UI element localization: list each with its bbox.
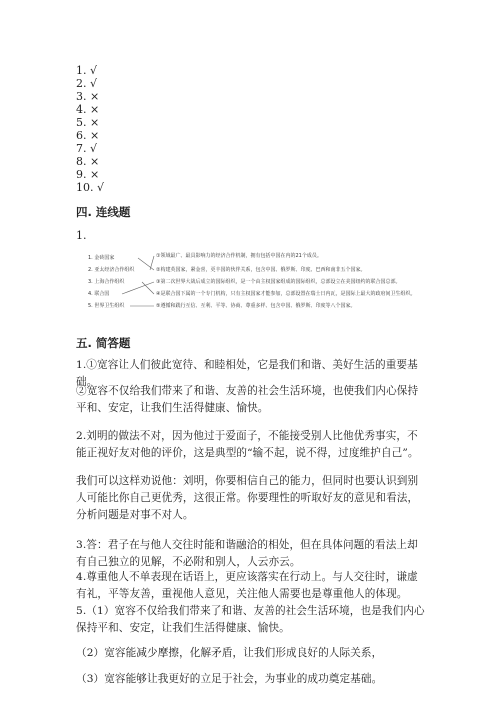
answer-paragraph-8: （2）宽容能减少摩擦，化解矛盾，让我们形成良好的人际关系， [76,647,383,659]
match-line-2 [150,256,154,270]
answer-4: 4. × [76,103,100,116]
answer-paragraph-1: 1.①宽容让人们彼此宽待、和睦相处，它是我们和谐、美好生活的重要基础。 [76,359,418,388]
section-4-title: 四. 连线题 [76,205,131,219]
matching-question-number: 1. [76,229,87,242]
answer-10: 10. √ [76,181,104,194]
answer-paragraph-9: （3）宽容能够让我更好的立足于社会，为事业的成功奠定基础。 [76,673,383,685]
answer-paragraph-3: 2.刘明的做法不对，因为他过于爱面子，不能接受别人比他优秀事实，不能正视好友对他的评价，这是典型的“输不起，说不得，过度维护自己”。 [76,430,419,459]
answer-3: 3. × [76,90,100,103]
answer-paragraph-7: 5.（1）宽容不仅给我们带来了和谐、友善的社会生活环境，也是我们内心保持平和、安定，让我们生活得健康、愉快。 [76,605,425,634]
answer-1: 1. √ [76,64,98,77]
right-item-2: ②构建英国家，紧金喜，更丰国的伙伴关系，包含中国、俄罗斯、印度、巴西和南非五个国家。 [156,267,366,273]
answer-7: 7. √ [76,142,98,155]
answer-5: 5. × [76,116,100,129]
section-5-title: 五. 简答题 [76,336,131,350]
matching-diagram [88,248,440,316]
answer-2: 2. √ [76,77,98,90]
right-item-5: ⑤遵循和践行互信、互利、平等、协商、尊重多样、包含中国、俄罗斯、印度等八个国家。 [156,303,356,309]
match-line-3 [142,282,154,294]
answer-8: 8. × [76,155,100,168]
left-item-1: 1. 金砖国家 [88,255,115,261]
right-item-1: ①领域最广、最具影响力的经济合作机制，拥有包括中国在内的21个成员。 [156,253,322,259]
answer-paragraph-2: ②宽容不仅给我们带来了和谐、友善的社会生活环境，也使我们内心保持平和、安定，让我们生活得健康、愉快。 [76,385,419,414]
answer-6: 6. × [76,129,100,142]
answer-9: 9. × [76,168,100,181]
answer-paragraph-5: 3.答：君子在与他人交往时能和谐融洽的相处，但在具体问题的看法上却有自己独立的见解，不必附和别人，人云亦云。 [76,539,418,568]
answer-paragraph-4: 我们可以这样劝说他：刘明，你要相信自己的能力，但同时也要认识到别人可能比你自己更优秀，这很正常。你要理性的听取好友的意见和看法，分析问题是对事不对人。 [76,475,419,521]
left-item-4: 4. 联合国 [88,291,110,297]
answer-paragraph-6: 4.尊重他人不单表现在话语上，更应该落实在行动上。与人交往时，谦虚有礼，平等友善，重视他人意见，关注他人需要也是尊重他人的体现。 [76,571,418,600]
right-item-4: ④是联合国下属的一个专门机构，只有主权国家才能参加，总部设置在瑞士日内瓦，是国际上最大的政府间卫生组织。 [156,291,416,297]
left-item-3: 3. 上海合作组织 [88,279,125,285]
match-line-4 [122,282,154,294]
right-item-3: ③第二次世界大战后成立的国际组织，是一个由主权国家组成的国际组织，总部设立在美国纽约的联合国总部。 [156,279,401,285]
left-item-2: 2. 亚太经济合作组织 [88,267,135,273]
left-item-5: 5. 世界卫生组织 [88,303,125,309]
